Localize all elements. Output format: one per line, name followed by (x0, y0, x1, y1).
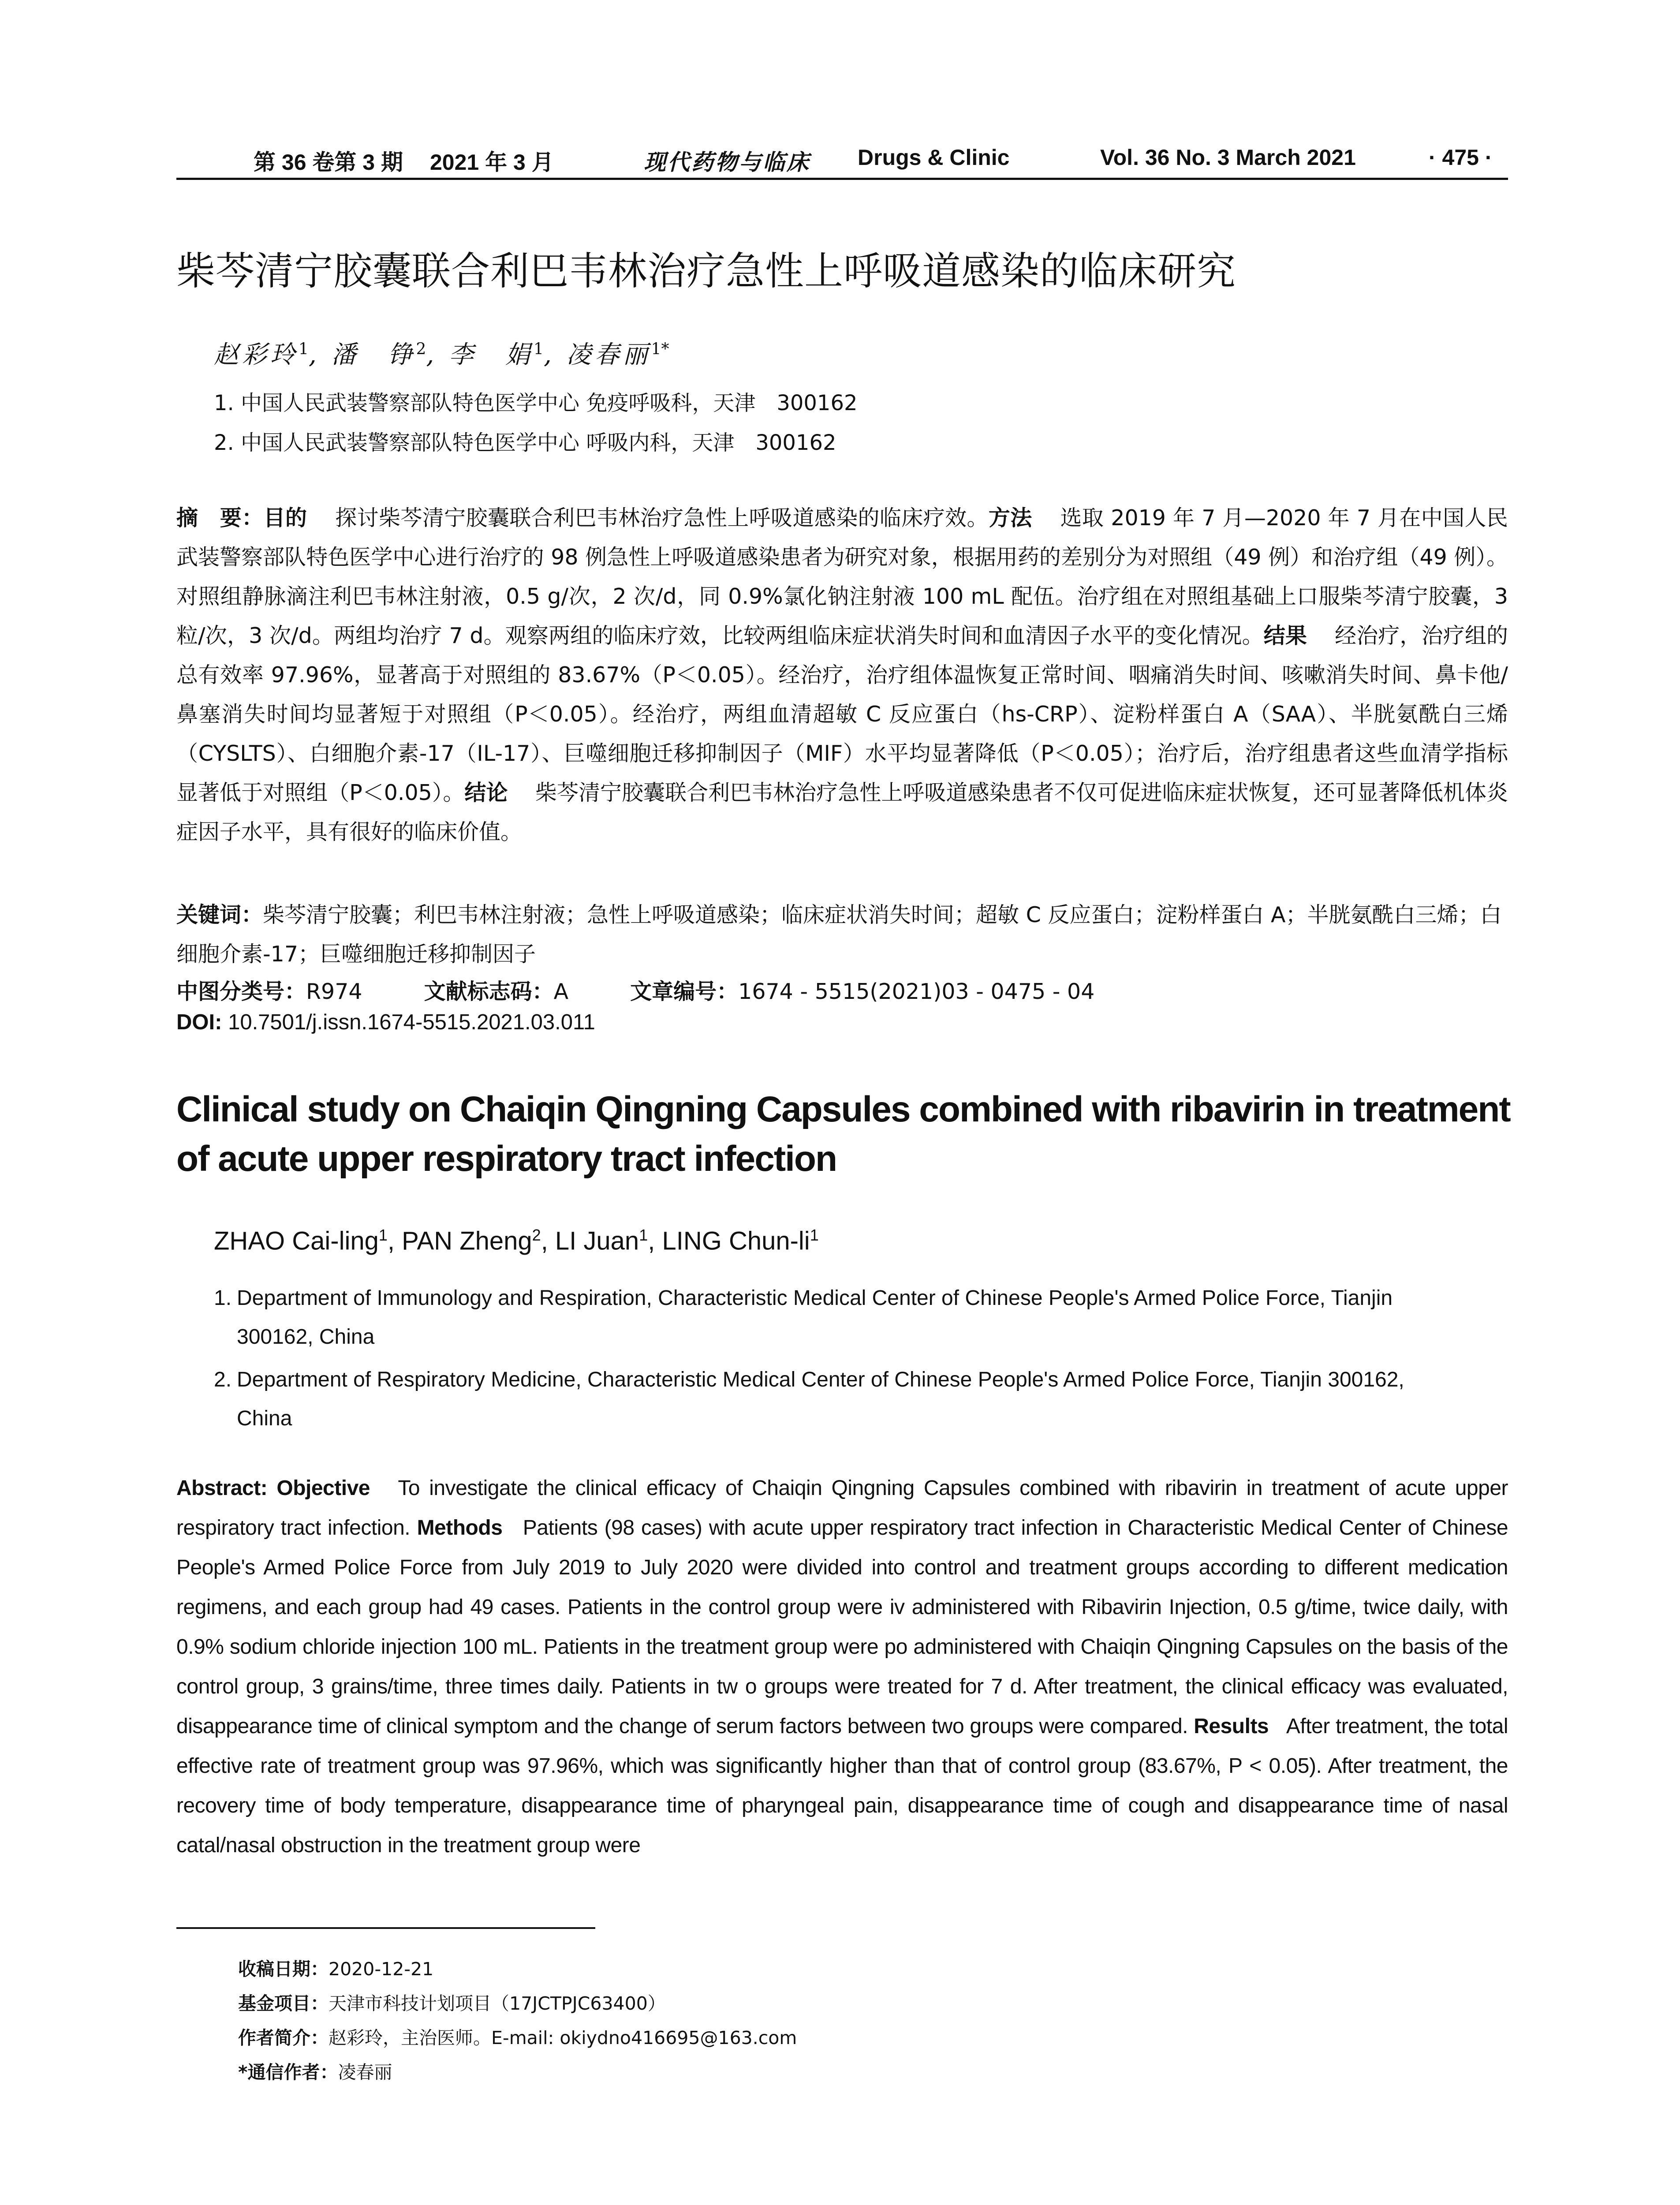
author-sup: 1 (299, 340, 309, 359)
keywords-label: 关键词： (176, 902, 263, 927)
affiliation-text-cont: China (237, 1407, 292, 1430)
methods-label-en: Methods (417, 1516, 503, 1540)
header-volume-en: Vol. 36 No. 3 March 2021 (1100, 145, 1356, 170)
objective-label-en: Objective (276, 1476, 370, 1500)
objective-label-cn: 目的 (263, 505, 307, 531)
abstract-cn (176, 498, 1508, 852)
footnote-corresponding (238, 2058, 392, 2084)
affiliation-number: 1. (214, 1286, 232, 1310)
affiliation-cn-1: 1. 中国人民武装警察部队特色医学中心 免疫呼吸科，天津 300162 (214, 391, 858, 415)
affiliation-en-1 (214, 1279, 1508, 1357)
methods-text-cn: 选取 2019 年 7 月—2020 年 7 月在中国人民武装警察部队特色医学中心进行治疗的 98 例急性上呼吸道感染患者为研究对象，根据用药的差别分为对照组（49 例）和治疗组（49 例）。对照组静脉滴注利巴韦林注射液，0.5 g/次，2 次/d，同 0.9%氯化钠注射液 100 mL 配伍。治疗组在对照组基础上口服柴芩清宁胶囊，3 粒/次，3 次/d。两组均治疗 7 d。观察两组的临床疗效，比较两组临床症状消失时间和血清因子水平的变化情况。 (176, 505, 1508, 648)
footnote-text: 天津市科技计划项目（17JCTPJC63400） (329, 1993, 666, 2014)
footnote-label: 作者简介： (238, 2027, 329, 2048)
doc-code-value: A (553, 979, 569, 1004)
author-sup: 1 (810, 1226, 819, 1244)
footnote-rule (176, 1927, 595, 1929)
author-en: PAN Zheng (402, 1226, 532, 1256)
running-header (176, 140, 1508, 180)
author-cn: 凌春丽 (566, 340, 651, 369)
objective-text-cn: 探讨柴芩清宁胶囊联合利巴韦林治疗急性上呼吸道感染的临床疗效。 (335, 505, 989, 531)
author-en: ZHAO Cai-ling (214, 1226, 379, 1256)
conclusion-label-cn: 结论 (464, 780, 508, 805)
footnote-text: 赵彩玲，主治医师。E-mail: okiydno416695@163.com (329, 2027, 797, 2048)
abstract-en (176, 1469, 1508, 1865)
author-sup: 1 (534, 340, 544, 359)
clc-value: R974 (306, 979, 362, 1004)
affiliation-en-2 (214, 1360, 1508, 1438)
clc-label: 中图分类号： (176, 979, 306, 1004)
header-date-cn: 2021 年 3 月 (430, 150, 554, 175)
doi-label: DOI: (176, 1010, 222, 1034)
abstract-en-label: Abstract: (176, 1476, 268, 1500)
header-page-number: · 475 · (1429, 145, 1493, 170)
article-number-value: 1674 - 5515(2021)03 - 0475 - 04 (738, 979, 1095, 1004)
methods-text-en: Patients (98 cases) with acute upper respiratory tract infection in Characteristic Medical Center of Chinese People's Armed Police Force from July 2019 to July 2020 were divided into control and treatment groups according to different medication regimens, and each group had 49 cases. Patients in the control group were iv administered with Ribavirin Injection, 0.5 g/time, twice daily, with 0.9% sodium chloride injection 100 mL. Patients in the treatment group were po administered with Chaiqin Qingning Capsules on the basis of the control group, 3 grains/time, three times daily. Patients in tw o groups were treated for 7 d. After treatment, the clinical efficacy was evaluated, disappearance time of clinical symptom and the change of serum factors between two groups were compared. (176, 1516, 1508, 1738)
footnote-funding (238, 1989, 666, 2015)
objective-text-en: To investigate the clinical efficacy of Chaiqin Qingning Capsules combined with ribavirin in treatment of acute upper respiratory tract infection. (176, 1476, 1508, 1540)
abstract-cn-label: 摘 要： (176, 505, 264, 531)
keywords-text: 柴芩清宁胶囊；利巴韦林注射液；急性上呼吸道感染；临床症状消失时间；超敏 C 反应蛋白；淀粉样蛋白 A；半胱氨酰白三烯；白细胞介素-17；巨噬细胞迁移抑制因子 (176, 902, 1502, 967)
header-rule (176, 178, 1508, 180)
footnote-text: 2020-12-21 (329, 1958, 434, 1980)
title-cn: 柴芩清宁胶囊联合利巴韦林治疗急性上呼吸道感染的临床研究 (176, 248, 1236, 294)
header-journal-cn: 现代药物与临床 (644, 149, 810, 175)
header-volume-cn: 第 36 卷第 3 期 (254, 150, 403, 175)
author-sup: 1 (639, 1226, 648, 1244)
results-text-cn: 经治疗，治疗组的总有效率 97.96%，显著高于对照组的 83.67%（P＜0.05）。经治疗，治疗组体温恢复正常时间、咽痛消失时间、咳嗽消失时间、鼻卡他/鼻塞消失时间均显著短于对照组（P＜0.05）。经治疗，两组血清超敏 C 反应蛋白（hs-CRP）、淀粉样蛋白 A（SAA）、半胱氨酰白三烯（CYSLTS）、白细胞介素-17（IL-17）、巨噬细胞迁移抑制因子（MIF）水平均显著降低（P＜0.05）；治疗后，治疗组患者这些血清学指标显著低于对照组（P＜0.05）。 (176, 623, 1508, 805)
affiliation-text-cont: 300162, China (237, 1325, 375, 1349)
footnote-received (238, 1955, 433, 1981)
results-label-en: Results (1194, 1715, 1269, 1738)
footnote-label: 收稿日期： (238, 1958, 329, 1980)
footnote-label: *通信作者： (238, 2062, 338, 2083)
keywords-cn (176, 895, 1508, 974)
header-journal-en: Drugs & Clinic (858, 145, 1010, 170)
authors-en: ZHAO Cai-ling$^1$, PAN Zheng$^2$, LI Juan$^1$, LING Chun-$li^1$ (214, 1226, 819, 1256)
author-cn: 李 娟 (449, 340, 534, 369)
author-sup: 1 (378, 1226, 388, 1244)
doi-line (176, 1010, 595, 1035)
affiliation-number: 2. (214, 1368, 232, 1391)
author-sup: 1* (651, 340, 669, 359)
author-sup: 2 (532, 1226, 541, 1244)
affiliation-text: Department of Immunology and Respiration, Characteristic Medical Center of Chinese People's Armed Police Force, Tianjin (237, 1286, 1393, 1310)
author-sup: 2 (416, 340, 426, 359)
affiliation-text: Department of Respiratory Medicine, Characteristic Medical Center of Chinese People's Armed Police Force, Tianjin 300162, (237, 1368, 1404, 1391)
author-cn: 潘 铮 (331, 340, 416, 369)
author-cn: 赵彩玲 (214, 340, 299, 369)
classification-line (176, 975, 1094, 1005)
author-en: LING Chun-li (662, 1226, 810, 1256)
methods-label-cn: 方法 (988, 505, 1032, 531)
results-text-en: After treatment, the total effective rate of treatment group was 97.96%, which was significantly higher than that of control group (83.67%, P < 0.05). After treatment, the recovery time of body temperature, disappearance time of pharyngeal pain, disappearance time of cough and disappearance time of nasal catal/nasal obstruction in the treatment group were (176, 1715, 1508, 1857)
footnote-text: 凌春丽 (338, 2062, 392, 2083)
footnote-label: 基金项目： (238, 1993, 329, 2014)
doc-code-label: 文献标志码： (424, 979, 554, 1004)
title-en: Clinical study on Chaiqin Qingning Capsules combined with ribavirin in treatment of acute upper respiratory tract infection (176, 1089, 1510, 1179)
conclusion-text-cn: 柴芩清宁胶囊联合利巴韦林治疗急性上呼吸道感染患者不仅可促进临床症状恢复，还可显著降低机体炎症因子水平，具有很好的临床价值。 (176, 780, 1508, 845)
authors-cn: 赵彩玲$^1$, 潘 铮$^2$, 李 娟$^1$, 凌春丽$^{1*}$ (214, 340, 669, 369)
doi-link[interactable]: 10.7501/j.issn.1674-5515.2021.03.011 (228, 1010, 595, 1034)
footnote-author-bio (238, 2023, 797, 2049)
article-number-label: 文章编号： (630, 979, 739, 1004)
author-en: LI Juan (555, 1226, 639, 1256)
affiliation-cn-2: 2. 中国人民武装警察部队特色医学中心 呼吸内科，天津 300162 (214, 430, 836, 455)
results-label-cn: 结果 (1263, 623, 1307, 648)
